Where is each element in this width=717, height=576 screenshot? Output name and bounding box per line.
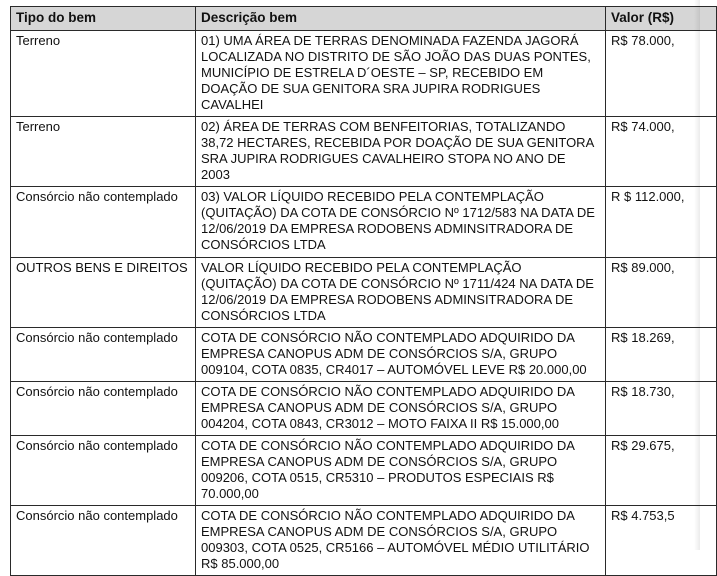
table-header-row: [11, 7, 717, 31]
cell-tipo: Consórcio não contemplado: [11, 328, 196, 382]
cell-descricao: COTA DE CONSÓRCIO NÃO CONTEMPLADO ADQUIRIDO DA EMPRESA CANOPUS ADM DE CONSÓRCIOS S/A, GRUPO 009206, COTA 0515, CR5310 – PRODUTOS ESPECIAIS R$ 70.000,00: [196, 436, 606, 506]
table-row: [11, 117, 717, 187]
cell-tipo: Terreno: [11, 31, 196, 117]
cell-descricao: 01) UMA ÁREA DE TERRAS DENOMINADA FAZENDA JAGORÁ LOCALIZADA NO DISTRITO DE SÃO JOÃO DAS DUAS PONTES, MUNICÍPIO DE ESTRELA D´OESTE – SP, RECEBIDO EM DOAÇÃO DE SUA GENITORA SRA JUPIRA RODRIGUES CAVALHEI: [196, 31, 606, 117]
cell-descricao: 02) ÁREA DE TERRAS COM BENFEITORIAS, TOTALIZANDO 38,72 HECTARES, RECEBIDA POR DOAÇÃO DE SUA GENITORA SRA JUPIRA RODRIGUES CAVALHEIRO STOPA NO ANO DE 2003: [196, 117, 606, 187]
cell-tipo: OUTROS BENS E DIREITOS: [11, 258, 196, 328]
cell-tipo: Consórcio não contemplado: [11, 382, 196, 436]
table-row: [11, 328, 717, 382]
cell-valor: R$ 89.000,: [606, 258, 717, 328]
table-row: [11, 506, 717, 576]
cell-valor: R$ 18.269,: [606, 328, 717, 382]
cell-descricao: COTA DE CONSÓRCIO NÃO CONTEMPLADO ADQUIRIDO DA EMPRESA CANOPUS ADM DE CONSÓRCIOS S/A, GRUPO 004204, COTA 0843, CR3012 – MOTO FAIXA II R$ 15.000,00: [196, 382, 606, 436]
cell-tipo: Terreno: [11, 117, 196, 187]
cell-valor: R $ 112.000,: [606, 187, 717, 258]
page-edge-shadow: [694, 0, 700, 550]
cell-tipo: Consórcio não contemplado: [11, 436, 196, 506]
cell-descricao: 03) VALOR LÍQUIDO RECEBIDO PELA CONTEMPLAÇÃO (QUITAÇÃO) DA COTA DE CONSÓRCIO Nº 1712/583 NA DATA DE 12/06/2019 DA EMPRESA RODOBENS ADMINSITRADORA DE CONSÓRCIOS LTDA: [196, 187, 606, 258]
asset-declaration-sheet: [10, 6, 700, 571]
cell-valor: R$ 4.753,5: [606, 506, 717, 576]
cell-valor: R$ 18.730,: [606, 382, 717, 436]
cell-descricao: COTA DE CONSÓRCIO NÃO CONTEMPLADO ADQUIRIDO DA EMPRESA CANOPUS ADM DE CONSÓRCIOS S/A, GRUPO 009104, COTA 0835, CR4017 – AUTOMÓVEL LEVE R$ 20.000,00: [196, 328, 606, 382]
assets-table: [10, 6, 717, 576]
table-row: [11, 382, 717, 436]
cell-valor: R$ 78.000,: [606, 31, 717, 117]
table-row: [11, 187, 717, 258]
cell-tipo: Consórcio não contemplado: [11, 187, 196, 258]
cell-valor: R$ 29.675,: [606, 436, 717, 506]
header-tipo: Tipo do bem: [11, 7, 196, 31]
cell-descricao: VALOR LÍQUIDO RECEBIDO PELA CONTEMPLAÇÃO (QUITAÇÃO) DA COTA DE CONSÓRCIO Nº 1711/424 NA DATA DE 12/06/2019 DA EMPRESA RODOBENS ADMINSITRADORA DE CONSÓRCIOS LTDA: [196, 258, 606, 328]
header-descricao: Descrição bem: [196, 7, 606, 31]
cell-valor: R$ 74.000,: [606, 117, 717, 187]
cell-descricao: COTA DE CONSÓRCIO NÃO CONTEMPLADO ADQUIRIDO DA EMPRESA CANOPUS ADM DE CONSÓRCIOS S/A, GRUPO 009303, COTA 0525, CR5166 – AUTOMÓVEL MÉDIO UTILITÁRIO R$ 85.000,00: [196, 506, 606, 576]
table-row: [11, 436, 717, 506]
header-valor: Valor (R$): [606, 7, 717, 31]
table-row: [11, 258, 717, 328]
cell-tipo: Consórcio não contemplado: [11, 506, 196, 576]
table-row: [11, 31, 717, 117]
